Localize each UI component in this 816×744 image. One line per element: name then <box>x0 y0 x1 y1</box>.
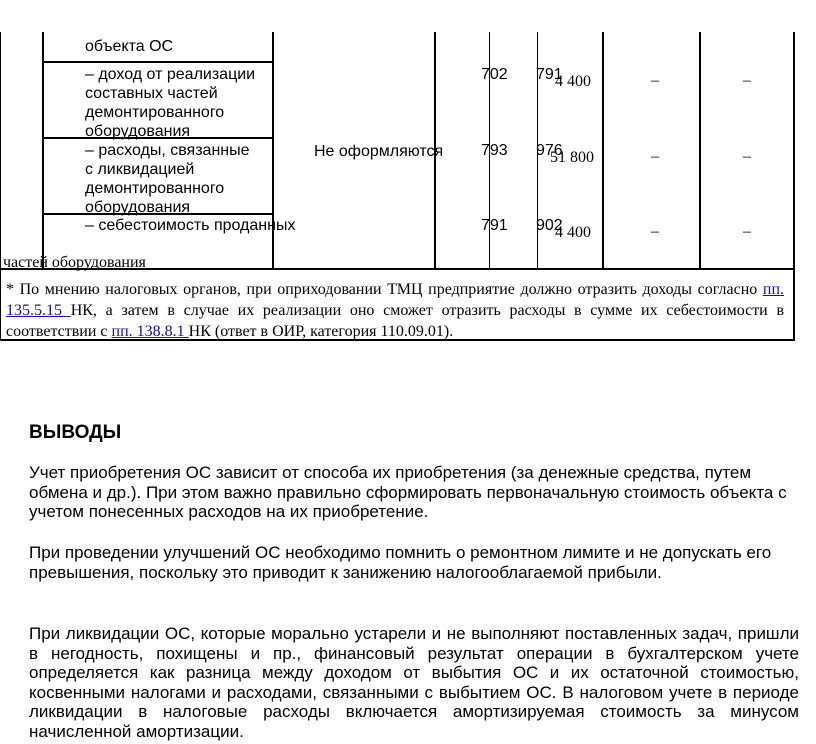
table-cell-label: с ликвидацией <box>85 161 195 178</box>
table-cell-label: – расходы, связанные <box>85 142 250 159</box>
cell-dash: – <box>743 72 751 89</box>
table-cell-label: демонтированного <box>85 104 225 121</box>
cell-dash: – <box>651 223 659 240</box>
footnote-link-138-8-1[interactable]: пп. 138.8.1 <box>111 323 189 340</box>
table-border-left <box>0 32 1 340</box>
table-cell-label: – себестоимость проданных <box>85 217 296 234</box>
table-cell-label: объекта ОС <box>85 38 174 55</box>
credit-account: 902 <box>536 217 563 234</box>
footnote-link-135-5-15[interactable]: пп. 135.5.15 <box>6 281 784 319</box>
conclusion-paragraph: Учет приобретения ОС зависит от способа их приобретения (за денежные средства, путем обмена и др.). При этом важно правильно сформировать первоначальную стоимость объекта с учетом понесенных расходов на их приобретение. <box>29 463 787 521</box>
debit-account: 791 <box>481 217 508 234</box>
footnote <box>6 279 784 342</box>
conclusion-paragraph: При ликвидации ОС, которые морально устарели и не выполняют поставленных задач, пришли в негодность, похищены и пр., финансовый результат операции в бухгалтерском учете определяется как разница между доходом от выбытия ОС и их остаточной стоимостью, косвенными налогами и расходами, связанными с выбытием ОС. В налоговом учете в периоде ликвидации в налоговые расходы включается амортизируемая стоимость за минусом начисленной амортизации. <box>29 624 799 741</box>
table-cell-label: демонтированного <box>85 180 225 197</box>
cell-dash: – <box>743 223 751 240</box>
table-cell-label: составных частей <box>85 85 218 102</box>
amount: 4 400 <box>555 73 591 90</box>
table-cell-label: – доход от реализации <box>85 66 256 83</box>
conclusions-title: ВЫВОДЫ <box>29 422 122 443</box>
table-col-line <box>699 32 701 269</box>
table-border-right <box>793 32 795 340</box>
footnote-text: НК (ответ в ОИР, категория 110.09.01). <box>188 323 454 340</box>
footnote-text: НК, а затем в случае их реализации оно сможет отразить расходы в сумме их себестоимости в соответствии с <box>6 302 784 340</box>
table-cell-overflow-text: частей оборудования <box>3 254 146 271</box>
footnote-text: * По мнению налоговых органов, при оприходовании ТМЦ предприятие должно отразить доходы согласно <box>6 281 763 298</box>
table-col-line <box>602 32 604 269</box>
cell-dash: – <box>651 148 659 165</box>
conclusion-paragraph: При проведении улучшений ОС необходимо помнить о ремонтном лимите и не допускать его превышения, поскольку это приводит к занижению налогооблагаемой прибыли. <box>29 543 772 582</box>
table-cell-label: оборудования <box>85 123 191 140</box>
table-row-line <box>42 61 274 63</box>
merged-cell-label: Не оформляются <box>314 143 444 160</box>
credit-account: 976 <box>536 142 563 159</box>
amount: 51 800 <box>550 149 594 166</box>
amount: 4 400 <box>555 224 591 241</box>
table-col-line <box>42 32 44 269</box>
cell-dash: – <box>651 72 659 89</box>
debit-account: 702 <box>481 66 508 83</box>
table-cell-label: оборудования <box>85 199 191 216</box>
cell-dash: – <box>743 148 751 165</box>
debit-account: 793 <box>481 142 508 159</box>
credit-account: 791 <box>536 66 563 83</box>
